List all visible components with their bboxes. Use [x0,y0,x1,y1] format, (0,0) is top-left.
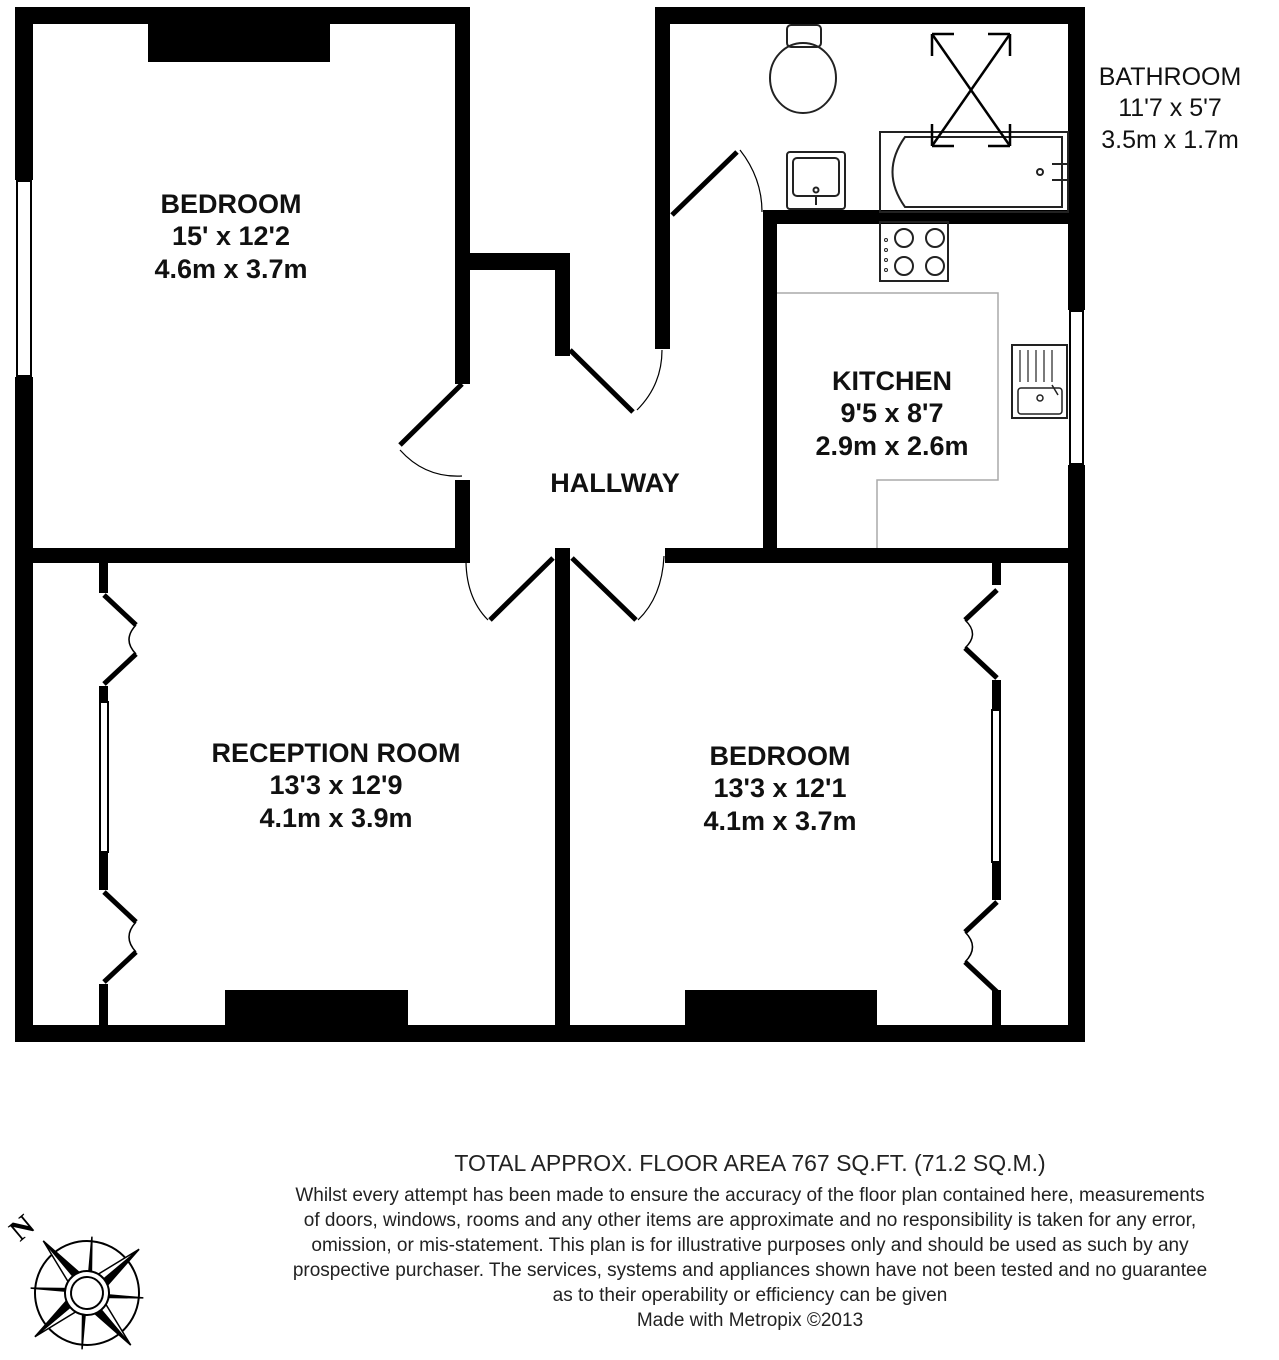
room-imperial-size: 9'5 x 8'7 [840,398,944,429]
disclaimer [210,1183,1279,1308]
room-label-bedroom-2 [680,740,880,837]
room-metric-size: 4.6m x 3.7m [154,253,308,284]
disclaimer-line: Whilst every attempt has been made to ensure the accuracy of the floor plan contained here, measurements [295,1185,1205,1206]
north-letter: N [3,1208,42,1248]
room-label-kitchen [792,365,992,462]
disclaimer-line: as to their operability or efficiency can be given [552,1285,948,1307]
room-metric-size: 2.9m x 2.6m [815,430,969,461]
room-imperial-size: 11'7 x 5'7 [1118,94,1222,123]
total-floor-area: TOTAL APPROX. FLOOR AREA 767 SQ.FT. (71.2 SQ.M.) [454,1150,1046,1176]
room-metric-size: 4.1m x 3.9m [259,802,413,833]
room-name: BEDROOM [709,741,851,771]
room-name: HALLWAY [550,468,680,498]
disclaimer-line: omission, or mis-statement. This plan is for illustrative purposes only and should be used as such by any [311,1235,1189,1257]
room-label-bedroom-1 [120,188,342,285]
room-metric-size: 4.1m x 3.7m [703,805,857,836]
bedroom-bay-window [965,563,1001,1026]
room-imperial-size: 15' x 12'2 [172,221,290,252]
room-metric-size: 3.5m x 1.7m [1101,125,1239,154]
room-label-bathroom [1090,62,1250,156]
bathroom-fixtures [770,25,1068,212]
disclaimer-line: of doors, windows, rooms and any other items are approximate and no responsibility is taken for any error, [303,1210,1197,1232]
disclaimer-line: prospective purchaser. The services, systems and appliances shown have not been tested and no guarantee [292,1260,1208,1282]
walls [15,7,1085,1042]
compass-rose-icon [0,1195,150,1355]
room-imperial-size: 13'3 x 12'9 [269,770,403,801]
room-label-reception [176,737,496,834]
room-imperial-size: 13'3 x 12'1 [713,773,847,804]
room-label-hallway [520,467,710,499]
room-name: KITCHEN [832,366,952,396]
room-name: RECEPTION ROOM [211,738,461,768]
reception-bay-window [99,563,136,1026]
room-name: BATHROOM [1098,63,1242,91]
footer [210,1150,1279,1333]
room-name: BEDROOM [160,189,302,219]
metropix-credit: Made with Metropix ©2013 [636,1310,864,1332]
